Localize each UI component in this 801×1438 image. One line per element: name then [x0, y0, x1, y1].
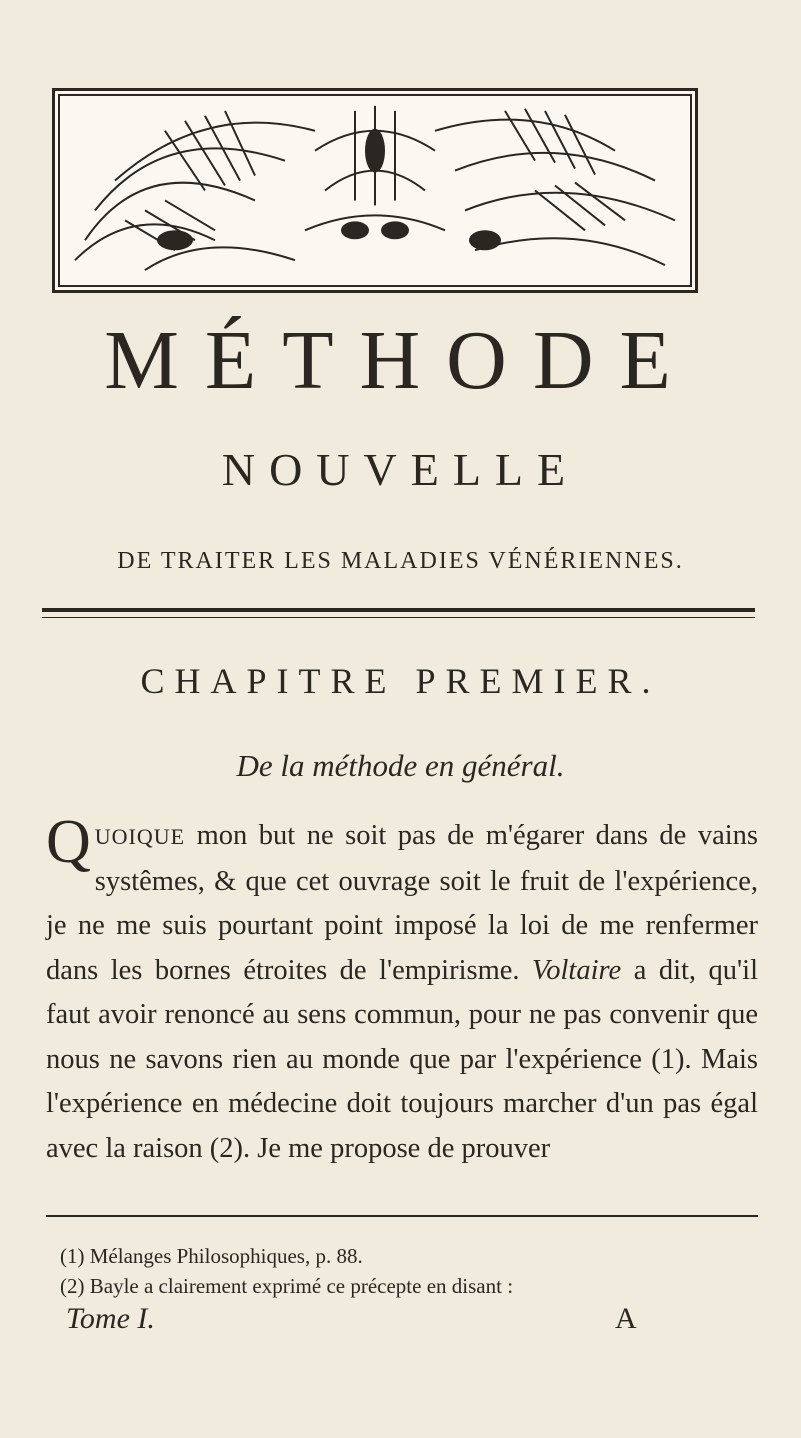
- double-rule-divider: [42, 608, 755, 618]
- footnote-rule: [46, 1215, 758, 1217]
- footnote-1: (1) Mélanges Philosophiques, p. 88.: [60, 1244, 363, 1268]
- body-text-part1: mon but ne soit pas de m'égarer dans de vains systêmes, & que cet ouvrage soit le fruit de l'expérience, je ne me suis pourtant point imposé la loi de me renfermer dans les bornes étroites de l'empirisme.: [46, 820, 758, 986]
- author-name-voltaire: Voltaire: [532, 954, 622, 986]
- ornamental-headpiece: [52, 88, 698, 293]
- title-line3: DE TRAITER LES MALADIES VÉNÉRIENNES.: [117, 548, 684, 574]
- body-paragraph: [46, 808, 758, 1171]
- body-text-part2: a dit, qu'il faut avoir renoncé au sens commun, pour ne pas convenir que nous ne savons rien au monde que par l'expérience (1). Mais l'expérience en médecine doit toujours marcher d'un pas égal avec la raison (2). Je me propose de prouver: [46, 954, 758, 1164]
- title-subtitle: NOUVELLE: [221, 444, 580, 495]
- tome-label: Tome I.: [66, 1302, 155, 1335]
- footnote-2: (2) Bayle a clairement exprimé ce précepte en disant :: [60, 1274, 514, 1298]
- drop-cap: Q: [46, 808, 91, 876]
- chapter-heading: CHAPITRE PREMIER.: [140, 661, 661, 701]
- opening-smallcaps: UOIQUE: [94, 824, 186, 849]
- chapter-subheading: De la méthode en général.: [236, 748, 565, 783]
- title-main: MÉTHODE: [104, 314, 697, 407]
- foliage-ornament-icon: [55, 91, 695, 290]
- signature-mark: A: [615, 1302, 637, 1335]
